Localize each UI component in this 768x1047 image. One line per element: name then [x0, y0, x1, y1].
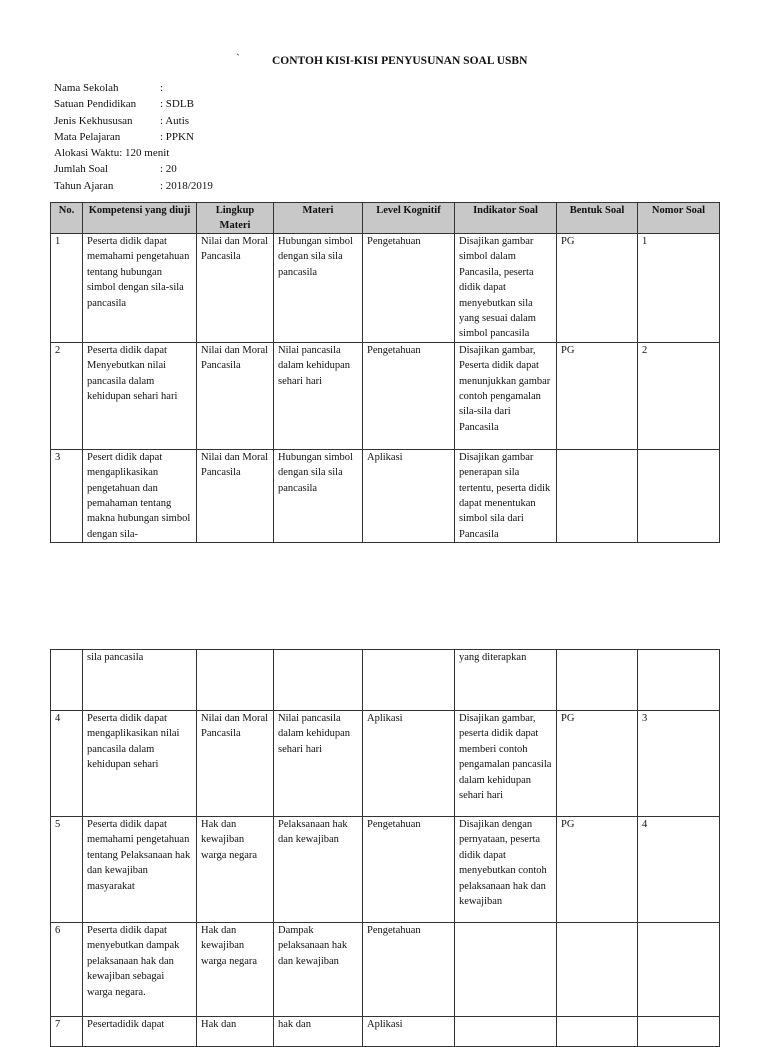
cell-question-number — [638, 1017, 720, 1047]
info-value: : 20 — [160, 163, 177, 176]
header-cognitive-level: Level Kognitif — [363, 203, 455, 234]
cell-no — [51, 650, 83, 711]
table-row — [51, 234, 720, 343]
cell-question-form: PG — [557, 342, 638, 449]
cell-question-form — [557, 650, 638, 711]
table-row — [51, 650, 720, 711]
info-value: : SDLB — [160, 98, 194, 111]
cell-material — [274, 650, 363, 711]
cell-competency: Pesertadidik dapat — [83, 1017, 197, 1047]
info-label: Tahun Ajaran — [54, 179, 114, 192]
cell-material: Nilai pancasila dalam kehidupan sehari hari — [274, 711, 363, 817]
cell-question-form: PG — [557, 711, 638, 817]
info-label: Alokasi Waktu: 120 menit — [54, 147, 170, 160]
info-label: Satuan Pendidikan — [54, 98, 137, 111]
cell-cognitive-level — [363, 650, 455, 711]
info-value: : 2018/2019 — [160, 179, 213, 192]
cell-competency: Peserta didik dapat memahami pengetahuan tentang hubungan simbol dengan sila-sila pancasila — [83, 234, 197, 343]
cell-indicator: Disajikan gambar, Peserta didik dapat menunjukkan gambar contoh pengamalan sila-sila dari Pancasila — [455, 342, 557, 449]
cell-indicator: Disajikan gambar simbol dalam Pancasila, peserta didik dapat menyebutkan sila yang sesuai dalam simbol pancasila — [455, 234, 557, 343]
cell-scope: Nilai dan Moral Pancasila — [197, 711, 274, 817]
info-label: Nama Sekolah — [54, 82, 119, 94]
cell-scope: Hak dan — [197, 1017, 274, 1047]
cell-question-number — [638, 650, 720, 711]
cell-cognitive-level: Aplikasi — [363, 711, 455, 817]
cell-indicator — [455, 1017, 557, 1047]
cell-material: Dampak pelaksanaan hak dan kewajiban — [274, 923, 363, 1017]
cell-no: 7 — [51, 1017, 83, 1047]
header-question-form: Bentuk Soal — [557, 203, 638, 234]
cell-competency: Peserta didik dapat memahami pengetahuan tentang Pelaksanaan hak dan kewajiban masyarakat — [83, 817, 197, 923]
header-scope: Lingkup Materi — [197, 203, 274, 234]
table-header-row — [51, 203, 720, 234]
cell-cognitive-level: Pengetahuan — [363, 342, 455, 449]
header-material: Materi — [274, 203, 363, 234]
title-text: CONTOH KISI-KISI PENYUSUNAN SOAL USBN — [272, 55, 528, 67]
cell-material: Nilai pancasila dalam kehidupan sehari hari — [274, 342, 363, 449]
info-label: Jumlah Soal — [54, 163, 109, 176]
header-question-number: Nomor Soal — [638, 203, 720, 234]
table-row — [51, 342, 720, 449]
cell-competency: sila pancasila — [83, 650, 197, 711]
cell-material: Pelaksanaan hak dan kewajiban — [274, 817, 363, 923]
cell-no: 6 — [51, 923, 83, 1017]
title-mark: ` — [236, 53, 240, 65]
grid-table-page-2 — [50, 649, 720, 1047]
cell-no: 5 — [51, 817, 83, 923]
cell-competency: Peserta didik dapat menyebutkan dampak pelaksanaan hak dan kewajiban sebagai warga negara. — [83, 923, 197, 1017]
cell-indicator: Disajikan dengan pernyataan, peserta didik dapat menyebutkan contoh pelaksanaan hak dan kewajiban — [455, 817, 557, 923]
cell-no: 1 — [51, 234, 83, 343]
cell-cognitive-level: Pengetahuan — [363, 234, 455, 343]
cell-question-form — [557, 449, 638, 542]
info-value: : PPKN — [160, 130, 194, 143]
cell-question-number: 1 — [638, 234, 720, 343]
info-value: : Autis — [160, 114, 190, 127]
cell-competency: Peserta didik dapat Menyebutkan nilai pancasila dalam kehidupan sehari hari — [83, 342, 197, 449]
cell-cognitive-level: Pengetahuan — [363, 817, 455, 923]
cell-scope: Hak dan kewajiban warga negara — [197, 817, 274, 923]
cell-no: 4 — [51, 711, 83, 817]
cell-material: Hubungan simbol dengan sila sila pancasila — [274, 234, 363, 343]
info-label: Mata Pelajaran — [54, 130, 121, 143]
cell-scope: Nilai dan Moral Pancasila — [197, 342, 274, 449]
table-row — [51, 1017, 720, 1047]
info-value: : — [160, 82, 164, 94]
cell-indicator: Disajikan gambar penerapan sila tertentu, peserta didik dapat menentukan simbol sila dari Pancasila — [455, 449, 557, 542]
cell-cognitive-level: Aplikasi — [363, 449, 455, 542]
header-competency: Kompetensi yang diuji — [83, 203, 197, 234]
grid-table-page-1 — [50, 202, 720, 543]
cell-question-number: 3 — [638, 711, 720, 817]
cell-indicator: yang diterapkan — [455, 650, 557, 711]
cell-scope: Nilai dan Moral Pancasila — [197, 234, 274, 343]
cell-indicator — [455, 923, 557, 1017]
cell-scope: Hak dan kewajiban warga negara — [197, 923, 274, 1017]
info-label: Jenis Kekhususan — [54, 114, 133, 127]
table-row — [51, 449, 720, 542]
cell-cognitive-level: Pengetahuan — [363, 923, 455, 1017]
cell-question-form — [557, 923, 638, 1017]
cell-cognitive-level: Aplikasi — [363, 1017, 455, 1047]
cell-material: Hubungan simbol dengan sila sila pancasila — [274, 449, 363, 542]
cell-question-form — [557, 1017, 638, 1047]
cell-competency: Pesert didik dapat mengaplikasikan pengetahuan dan pemahaman tentang makna hubungan simbol dengan sila- — [83, 449, 197, 542]
table-row — [51, 817, 720, 923]
cell-question-number — [638, 923, 720, 1017]
cell-competency: Peserta didik dapat mengaplikasikan nilai pancasila dalam kehidupan sehari — [83, 711, 197, 817]
table-row — [51, 923, 720, 1017]
cell-scope: Nilai dan Moral Pancasila — [197, 449, 274, 542]
cell-question-number: 2 — [638, 342, 720, 449]
cell-question-form: PG — [557, 817, 638, 923]
header-no: No. — [51, 203, 83, 234]
table-row — [51, 711, 720, 817]
cell-question-number: 4 — [638, 817, 720, 923]
cell-no: 3 — [51, 449, 83, 542]
cell-scope — [197, 650, 274, 711]
header-indicator: Indikator Soal — [455, 203, 557, 234]
cell-material: hak dan — [274, 1017, 363, 1047]
cell-question-number — [638, 449, 720, 542]
cell-indicator: Disajikan gambar, peserta didik dapat memberi contoh pengamalan pancasila dalam kehidupan sehari hari — [455, 711, 557, 817]
cell-question-form: PG — [557, 234, 638, 343]
cell-no: 2 — [51, 342, 83, 449]
